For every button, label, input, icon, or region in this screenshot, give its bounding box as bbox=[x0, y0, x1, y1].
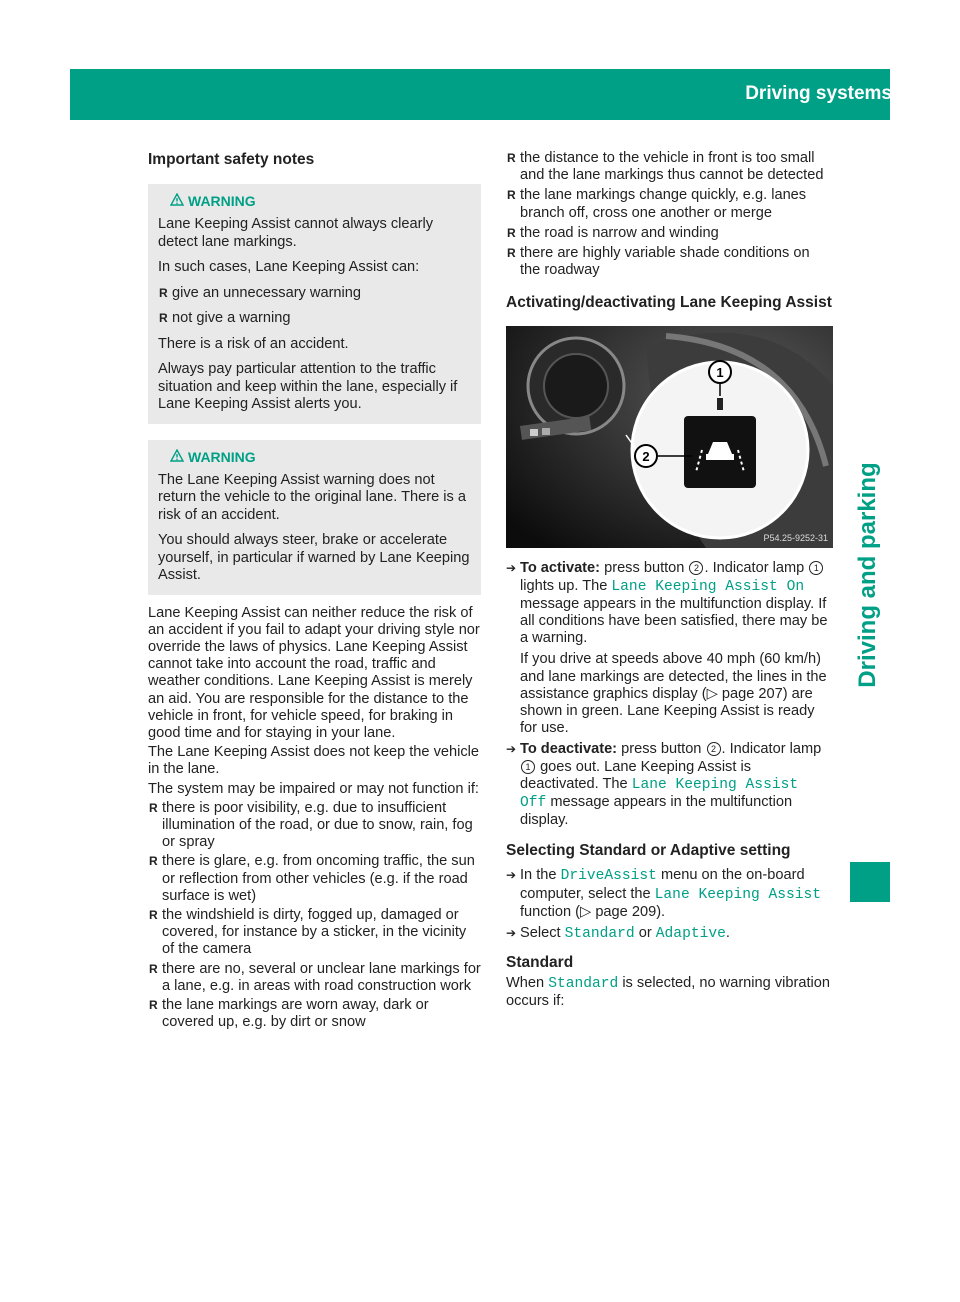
step-select-option: ➔ Select Standard or Adaptive. bbox=[506, 925, 833, 943]
warning-triangle-icon bbox=[170, 448, 188, 466]
chapter-label: Driving and parking bbox=[854, 462, 881, 688]
display-message: Lane Keeping Assist Off bbox=[520, 776, 799, 812]
step-select-function: ➔ In the DriveAssist menu on the on-board computer, select the Lane Keeping Assist function (▷ page 209). bbox=[506, 867, 833, 921]
list-item: R the distance to the vehicle in front is too small and the lane markings thus cannot be detected bbox=[506, 150, 833, 184]
list-item: R there are highly variable shade conditions on the roadway bbox=[506, 245, 833, 279]
heading-safety-notes: Important safety notes bbox=[148, 151, 315, 168]
page-reference[interactable]: ▷ page 209 bbox=[580, 903, 657, 920]
page-number: 189 bbox=[912, 83, 944, 104]
list-item: R the lane markings are worn away, dark or covered up, e.g. by dirt or snow bbox=[148, 997, 481, 1031]
list-item: R the lane markings change quickly, e.g. lanes branch off, cross one another or merge bbox=[506, 187, 833, 221]
list-item: R give an unnecessary warning bbox=[158, 285, 473, 303]
list-item: R there are no, several or unclear lane markings for a lane, e.g. in areas with road construction work bbox=[148, 961, 481, 995]
callout-1-icon: 1 bbox=[809, 561, 823, 575]
body-paragraph: The Lane Keeping Assist does not keep the vehicle in the lane. bbox=[148, 744, 480, 778]
warning-text: There is a risk of an accident. bbox=[158, 335, 349, 352]
list-item: R there is poor visibility, e.g. due to insufficient illumination of the road, or due to snow, rain, fog or spray bbox=[148, 800, 481, 852]
callout-2-icon: 2 bbox=[707, 742, 721, 756]
body-paragraph: The system may be impaired or may not function if: bbox=[148, 780, 479, 797]
callout-1-icon: 1 bbox=[521, 760, 535, 774]
option-adaptive: Adaptive bbox=[655, 926, 726, 943]
step-detail: If you drive at speeds above 40 mph (60 km/h) and lane markings are detected, the lines in the assistance graphics display (▷ page 207) are shown in green. Lane Keeping Assist is ready for use. bbox=[520, 651, 827, 737]
warning-triangle-icon bbox=[170, 192, 188, 210]
header-divider bbox=[901, 69, 903, 120]
section-title: Driving systems bbox=[745, 83, 892, 104]
option-standard: Standard bbox=[548, 976, 619, 993]
list-item: R the windshield is dirty, fogged up, damaged or covered, for instance by a sticker, in the vicinity of the camera bbox=[148, 907, 481, 959]
option-standard: Standard bbox=[564, 926, 635, 943]
heading-activate: Activating/deactivating Lane Keeping Assist bbox=[506, 294, 832, 312]
callout-2-icon: 2 bbox=[689, 561, 703, 575]
body-paragraph: When Standard is selected, no warning vibration occurs if: bbox=[506, 975, 830, 1010]
list-item: R not give a warning bbox=[158, 310, 473, 328]
list-item: R there is glare, e.g. from oncoming traffic, the sun or reflection from other vehicles (e.g. if the road surface is wet) bbox=[148, 853, 481, 905]
callout-2: 2 bbox=[642, 449, 650, 465]
body-paragraph: Lane Keeping Assist can neither reduce the risk of an accident if you fail to adapt your driving style nor override the laws of physics. Lane Keeping Assist cannot take into account the road, traffic and weather conditions. Lane Keeping Assist is merely an aid. You are responsible for the distance to the vehicle in front, for vehicle speed, for braking in good time and for staying in your lane. bbox=[148, 604, 480, 741]
function-name: Lane Keeping Assist bbox=[654, 886, 822, 903]
callout-1: 1 bbox=[716, 365, 724, 381]
steering-wheel-photo bbox=[506, 326, 833, 548]
chapter-tab bbox=[837, 305, 899, 845]
menu-name: DriveAssist bbox=[560, 868, 657, 885]
warning-box-1 bbox=[148, 184, 481, 424]
photo-code: P54.25-9252-31 bbox=[763, 533, 828, 544]
warning-title: WARNING bbox=[158, 448, 473, 466]
heading-select-setting: Selecting Standard or Adaptive setting bbox=[506, 842, 791, 860]
list-item: R the road is narrow and winding bbox=[506, 225, 833, 242]
warning-text: You should always steer, brake or accelerate yourself, in particular if warned by Lane Keeping Assist. bbox=[158, 532, 470, 583]
page-reference[interactable]: ▷ page 207 bbox=[706, 685, 783, 702]
warning-text: Always pay particular attention to the traffic situation and keep within the lane, especially if Lane Keeping Assist alerts you. bbox=[158, 361, 458, 412]
warning-box-2 bbox=[148, 440, 481, 595]
chapter-marker bbox=[850, 862, 890, 902]
right-column bbox=[506, 150, 833, 1011]
heading-standard: Standard bbox=[506, 954, 574, 972]
display-message: Lane Keeping Assist On bbox=[611, 578, 805, 595]
left-column bbox=[148, 150, 481, 1031]
warning-text: The Lane Keeping Assist warning does not return the vehicle to the original lane. There is a risk of an accident. bbox=[158, 471, 467, 523]
step-activate: ➔ To activate: press button 2 . Indicator lamp 1 lights up. The Lane Keeping Assist On message appears in the multifunction display. If all conditions have been satisfied, there may be a warning. bbox=[506, 560, 833, 647]
step-deactivate: ➔ To deactivate: press button 2 . Indicator lamp 1 goes out. Lane Keeping Assist is deactivated. The Lane Keeping Assist Off message appears in the multifunction display. bbox=[506, 741, 833, 829]
warning-text: Lane Keeping Assist cannot always clearly detect lane markings. bbox=[158, 216, 434, 250]
warning-title: WARNING bbox=[158, 192, 473, 210]
warning-text: In such cases, Lane Keeping Assist can: bbox=[158, 259, 420, 275]
page-header bbox=[70, 69, 944, 120]
